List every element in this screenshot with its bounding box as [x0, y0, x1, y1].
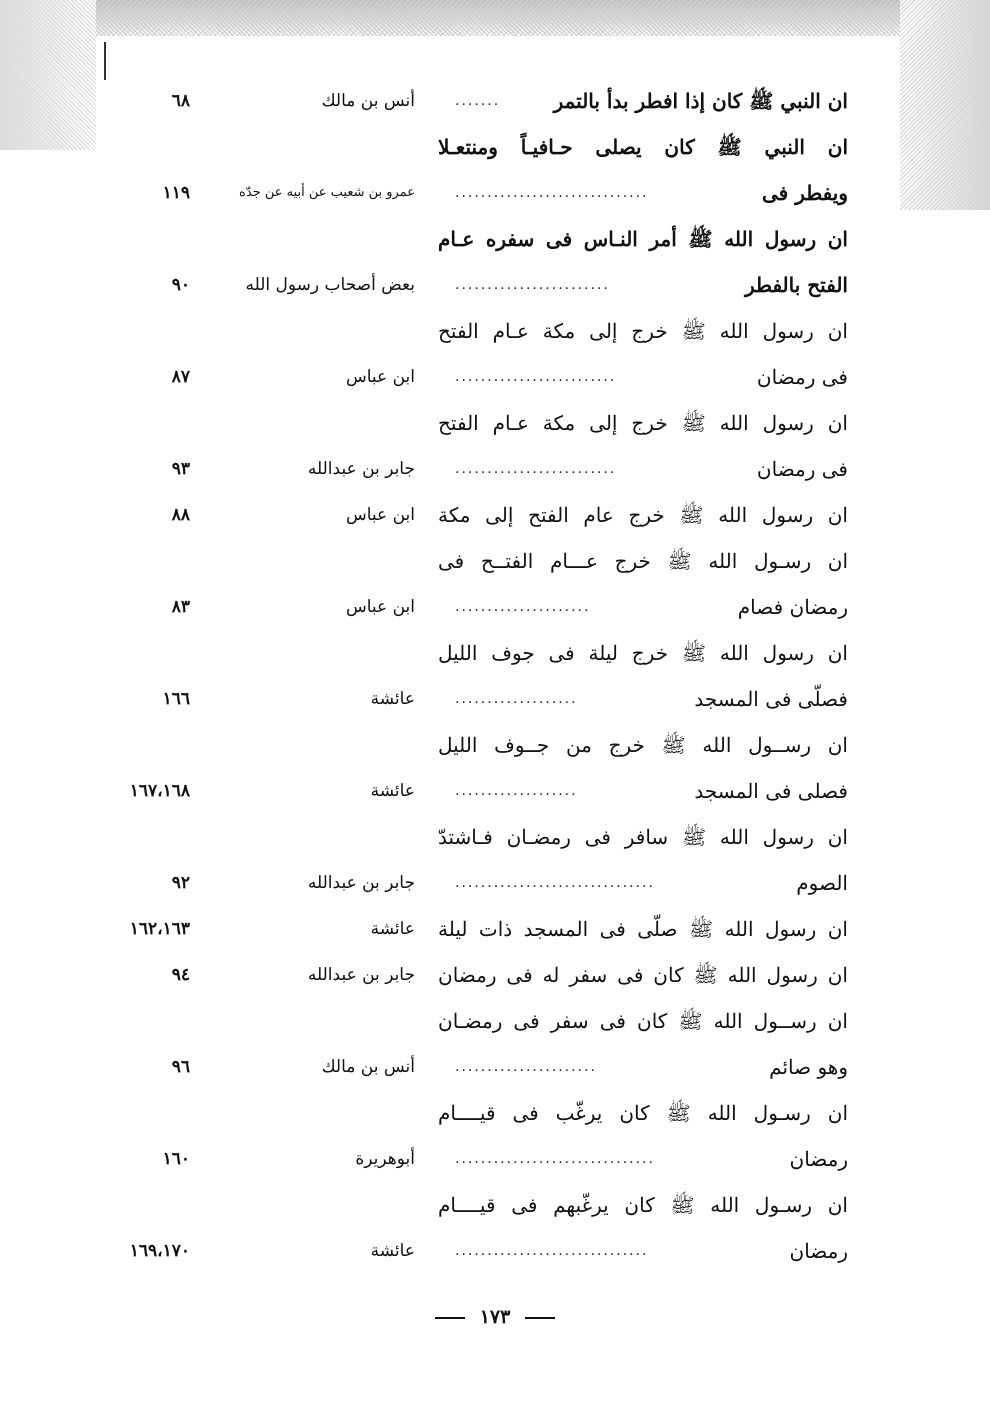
- footer-dash-right: [525, 1317, 555, 1319]
- scan-shadow-right: [900, 0, 990, 210]
- index-row: [100, 492, 860, 538]
- page-reference: ٩٢: [171, 873, 190, 893]
- page-reference: ٩٠: [171, 275, 190, 295]
- page-reference: ١٦٠: [162, 1149, 190, 1169]
- hadith-title: ان رســول الله ﷺ خرج من جــوف الليل: [438, 733, 848, 757]
- hadith-title: وهو صائم: [769, 1055, 848, 1079]
- narrator: أنس بن مالك: [321, 1057, 415, 1077]
- page-reference: ١٦٧،١٦٨: [129, 781, 190, 801]
- narrator: بعض أصحاب رسول الله: [245, 275, 415, 295]
- dot-leader: ..............................: [455, 1243, 649, 1259]
- hadith-title: ان رسـول الله ﷺ كان يرغّبهم فى قيــــام: [438, 1193, 848, 1217]
- hadith-title: ان النبي ﷺ كان إذا افطر بدأ بالتمر: [553, 89, 848, 113]
- narrator: ابن عباس: [345, 597, 415, 617]
- index-row: [100, 308, 860, 354]
- hadith-title: ان رسـول الله ﷺ كان يرغّب فى قيــــام: [438, 1101, 848, 1125]
- narrator: عائشة: [370, 1241, 415, 1261]
- hadith-title: رمضان: [789, 1239, 848, 1263]
- page-reference: ٩٣: [171, 459, 190, 479]
- hadith-title: ان رسول الله ﷺ كان فى سفر له فى رمضان: [438, 963, 848, 987]
- index-row: [100, 630, 860, 676]
- hadith-title: ان رسول الله ﷺ خرج إلى مكة عـام الفتح: [438, 319, 848, 343]
- dot-leader: ........................: [455, 277, 610, 293]
- page-reference: ٨٧: [171, 367, 190, 387]
- narrator: ابن عباس: [345, 505, 415, 525]
- narrator: عائشة: [370, 689, 415, 709]
- dot-leader: ..............................: [455, 185, 649, 201]
- hadith-title: ان النبي ﷺ كان يصلى حـافيـاً ومنتعـلا: [438, 135, 848, 159]
- page-reference: ١١٩: [162, 183, 190, 203]
- hadith-title: ان رسول الله ﷺ خرج عام الفتح إلى مكة: [438, 503, 848, 527]
- dot-leader: ...................: [455, 691, 578, 707]
- page-reference: ١٦٩،١٧٠: [129, 1241, 190, 1261]
- hadith-title: ويفطر فى: [762, 181, 848, 205]
- hadith-title: فصلّى فى المسجد: [694, 687, 848, 711]
- hadith-title: الصوم: [796, 871, 848, 895]
- narrator: جابر بن عبدالله: [307, 873, 415, 893]
- hadith-title: ان رسول الله ﷺ صلّى فى المسجد ذات ليلة: [438, 917, 848, 941]
- narrator: جابر بن عبدالله: [307, 965, 415, 985]
- narrator: أنس بن مالك: [321, 91, 415, 111]
- index-row: [100, 952, 860, 998]
- index-row: [100, 768, 860, 814]
- dot-leader: .......: [455, 93, 501, 109]
- index-row: [100, 584, 860, 630]
- hadith-title: فى رمضان: [756, 457, 848, 481]
- hadith-title: ان رسول الله ﷺ سافر فى رمضـان فـاشتدّ: [438, 825, 848, 849]
- index-row: [100, 860, 860, 906]
- dot-leader: ...............................: [455, 1151, 655, 1167]
- page-reference: ٨٨: [171, 505, 190, 525]
- hadith-title: ان رسول الله ﷺ خرج ليلة فى جوف الليل: [438, 641, 848, 665]
- page-reference: ٨٣: [171, 597, 190, 617]
- hadith-index-list: [100, 78, 860, 1274]
- narrator: ابن عباس: [345, 367, 415, 387]
- narrator: عائشة: [370, 781, 415, 801]
- index-row: [100, 676, 860, 722]
- page-edge-line: [104, 42, 106, 80]
- index-row: [100, 722, 860, 768]
- dot-leader: .........................: [455, 461, 617, 477]
- hadith-title: رمضان فصام: [737, 595, 848, 619]
- hadith-title: رمضان: [789, 1147, 848, 1171]
- dot-leader: ...................: [455, 783, 578, 799]
- hadith-title: ان رسـول الله ﷺ خرج عـــام الفتــح فى: [438, 549, 848, 573]
- index-row: [100, 78, 860, 124]
- index-row: [100, 998, 860, 1044]
- page-footer: [0, 1302, 990, 1332]
- index-row: [100, 1136, 860, 1182]
- index-row: [100, 400, 860, 446]
- hadith-title: فصلى فى المسجد: [694, 779, 848, 803]
- index-row: [100, 262, 860, 308]
- index-row: [100, 170, 860, 216]
- index-row: [100, 1044, 860, 1090]
- index-row: [100, 906, 860, 952]
- narrator: عائشة: [370, 919, 415, 939]
- page-reference: ١٦٢،١٦٣: [129, 919, 190, 939]
- narrator: أبوهريرة: [355, 1149, 415, 1169]
- index-row: [100, 1090, 860, 1136]
- dot-leader: .....................: [455, 599, 591, 615]
- hadith-title: ان رسول الله ﷺ أمر النـاس فى سفره عـام: [438, 227, 848, 251]
- footer-dash-left: [435, 1317, 465, 1319]
- hadith-title: ان رســول الله ﷺ كان فى سفر فى رمضـان: [438, 1009, 848, 1033]
- dot-leader: ...............................: [455, 875, 655, 891]
- page-number: ١٧٣: [479, 1306, 511, 1328]
- index-row: [100, 124, 860, 170]
- page-reference: ٦٨: [171, 91, 190, 111]
- narrator: جابر بن عبدالله: [307, 459, 415, 479]
- index-row: [100, 216, 860, 262]
- index-row: [100, 446, 860, 492]
- index-row: [100, 1182, 860, 1228]
- index-row: [100, 538, 860, 584]
- index-row: [100, 814, 860, 860]
- hadith-title: الفتح بالفطر: [745, 273, 848, 297]
- page-reference: ٩٤: [171, 965, 190, 985]
- scan-shadow-left: [0, 0, 96, 150]
- page-reference: ١٦٦: [162, 689, 190, 709]
- dot-leader: ......................: [455, 1059, 597, 1075]
- scan-shadow-top: [80, 0, 990, 36]
- narrator: عمرو بن شعيب عن أبيه عن جدّه: [239, 185, 415, 200]
- page-reference: ٩٦: [171, 1057, 190, 1077]
- index-row: [100, 1228, 860, 1274]
- hadith-title: ان رسول الله ﷺ خرج إلى مكة عـام الفتح: [438, 411, 848, 435]
- index-row: [100, 354, 860, 400]
- hadith-title: فى رمضان: [756, 365, 848, 389]
- dot-leader: .........................: [455, 369, 617, 385]
